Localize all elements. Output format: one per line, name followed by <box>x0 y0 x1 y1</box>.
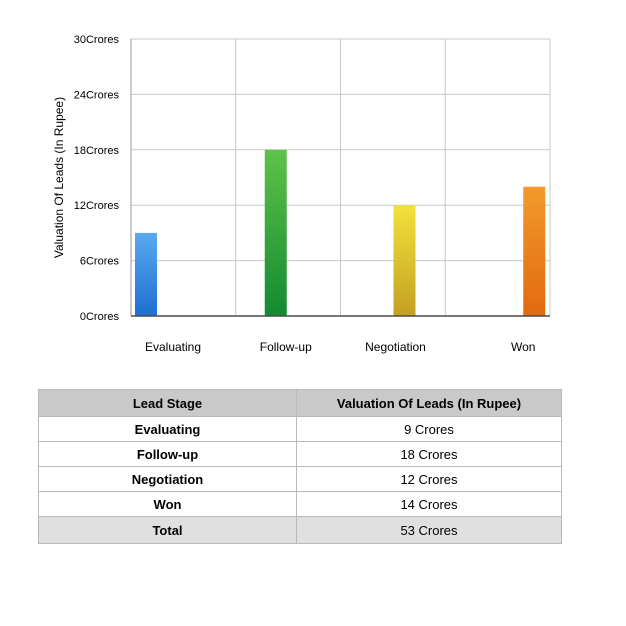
x-category-label: Follow-up <box>259 340 312 354</box>
x-category-label: Evaluating <box>144 340 202 354</box>
y-tick-label: 6Crores <box>79 255 119 268</box>
table-header-row <box>39 390 562 417</box>
total-value: 53 Crores <box>297 517 562 544</box>
header-lead-stage: Lead Stage <box>39 390 297 417</box>
x-category-label: Won <box>511 340 536 354</box>
x-category-label: Negotiation <box>365 340 426 354</box>
table-row <box>39 442 562 467</box>
row-value: 12 Crores <box>297 467 562 492</box>
y-tick-label: 24Crores <box>73 89 119 102</box>
table-row <box>39 467 562 492</box>
row-stage: Negotiation <box>39 467 297 492</box>
y-axis-title: Valuation Of Leads (In Rupee) <box>52 96 66 259</box>
lead-valuation-table <box>38 389 562 544</box>
y-tick-label: 30Crores <box>73 34 119 46</box>
y-tick-label: 0Crores <box>79 311 119 323</box>
y-tick-label: 18Crores <box>73 144 119 157</box>
bar-won <box>523 187 545 316</box>
row-value: 9 Crores <box>297 417 562 442</box>
bar-follow-up <box>265 150 287 316</box>
row-stage: Won <box>39 492 297 517</box>
row-stage: Evaluating <box>39 417 297 442</box>
total-label: Total <box>39 517 297 544</box>
y-tick-label: 12Crores <box>73 200 119 213</box>
row-value: 14 Crores <box>297 492 562 517</box>
table-row <box>39 417 562 442</box>
row-stage: Follow-up <box>39 442 297 467</box>
bar-evaluating <box>135 233 157 316</box>
bar-negotiation <box>394 205 416 316</box>
table-row <box>39 492 562 517</box>
header-valuation: Valuation Of Leads (In Rupee) <box>297 390 562 417</box>
row-value: 18 Crores <box>297 442 562 467</box>
total-row <box>39 517 562 544</box>
